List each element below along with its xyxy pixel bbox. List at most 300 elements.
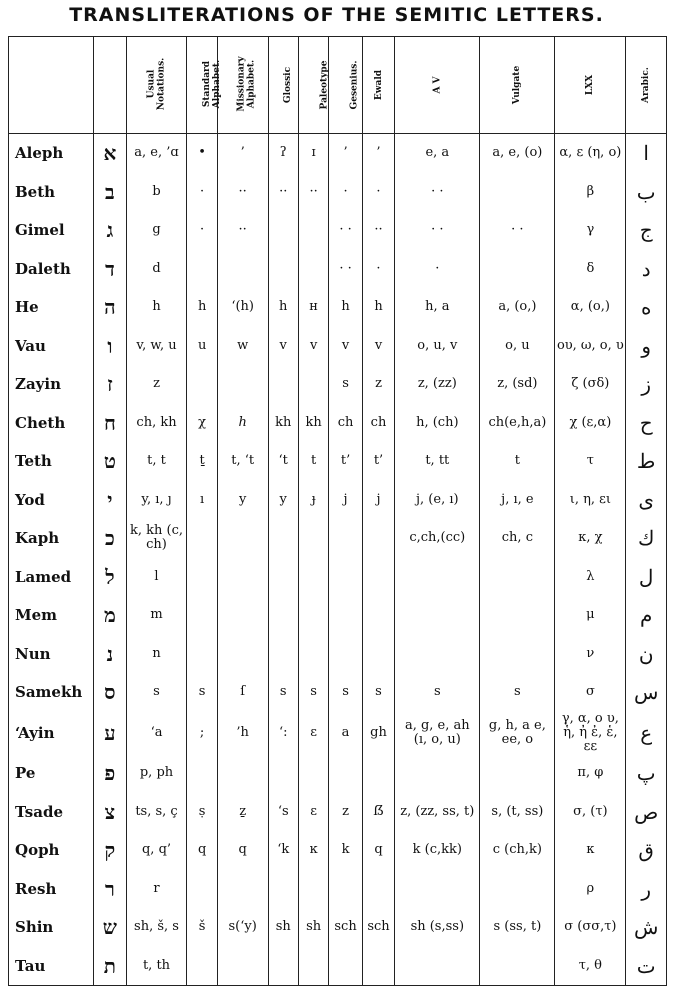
cell-usual: ts, s, ç <box>126 792 187 830</box>
cell-usual: q, q’ <box>126 831 187 869</box>
cell-arabic: ش <box>626 908 667 946</box>
cell-hebrew: ב <box>94 173 126 211</box>
header-ewald: Ewald <box>362 37 394 134</box>
cell-palaeotype: ɛ <box>298 792 328 830</box>
cell-name: Lamed <box>9 557 94 595</box>
cell-av: e, a <box>395 134 480 173</box>
cell-lxx: δ <box>555 249 626 287</box>
header-av: A V <box>395 37 480 134</box>
cell-glossic: v <box>268 326 298 364</box>
cell-ewald: · <box>362 173 394 211</box>
cell-arabic: م <box>626 596 667 634</box>
table-row <box>9 442 667 480</box>
cell-missionary: ‘(h) <box>217 288 268 326</box>
cell-usual: ‘a <box>126 711 187 754</box>
cell-av <box>395 596 480 634</box>
cell-ewald: q <box>362 831 394 869</box>
cell-usual: ch, kh <box>126 403 187 441</box>
cell-glossic <box>268 557 298 595</box>
cell-av <box>395 557 480 595</box>
cell-ewald: sch <box>362 908 394 946</box>
cell-hebrew: פ <box>94 754 126 792</box>
cell-arabic: ت <box>626 946 667 985</box>
cell-av: t, tt <box>395 442 480 480</box>
cell-palaeotype: kh <box>298 403 328 441</box>
cell-av: · <box>395 249 480 287</box>
cell-standard: š <box>187 908 217 946</box>
cell-palaeotype <box>298 211 328 249</box>
cell-name: Mem <box>9 596 94 634</box>
cell-ewald: h <box>362 288 394 326</box>
cell-glossic <box>268 249 298 287</box>
cell-arabic: ى <box>626 480 667 518</box>
cell-glossic: h <box>268 288 298 326</box>
cell-missionary: ·· <box>217 173 268 211</box>
table-row <box>9 673 667 711</box>
cell-missionary <box>217 557 268 595</box>
cell-av: z, (zz, ss, t) <box>395 792 480 830</box>
cell-usual: b <box>126 173 187 211</box>
cell-vulgate: s <box>480 673 555 711</box>
cell-vulgate: s (ss, t) <box>480 908 555 946</box>
cell-standard <box>187 634 217 672</box>
cell-hebrew: ל <box>94 557 126 595</box>
cell-standard: • <box>187 134 217 173</box>
cell-vulgate <box>480 173 555 211</box>
table-row <box>9 869 667 907</box>
cell-standard <box>187 249 217 287</box>
cell-hebrew: ט <box>94 442 126 480</box>
cell-arabic: ن <box>626 634 667 672</box>
cell-vulgate: · · <box>480 211 555 249</box>
cell-standard: χ <box>187 403 217 441</box>
cell-palaeotype <box>298 596 328 634</box>
cell-glossic: y <box>268 480 298 518</box>
cell-lxx: ου, ω, ο, υ <box>555 326 626 364</box>
cell-usual: h <box>126 288 187 326</box>
table-row <box>9 288 667 326</box>
cell-standard: · <box>187 173 217 211</box>
cell-name: Kaph <box>9 519 94 557</box>
cell-missionary: ’h <box>217 711 268 754</box>
cell-hebrew: ו <box>94 326 126 364</box>
table-row <box>9 134 667 173</box>
cell-usual: v, w, u <box>126 326 187 364</box>
cell-glossic: ·· <box>268 173 298 211</box>
cell-standard: u <box>187 326 217 364</box>
cell-av: · · <box>395 211 480 249</box>
header-hebrew <box>94 37 126 134</box>
cell-standard <box>187 557 217 595</box>
header-row <box>9 37 667 134</box>
cell-vulgate <box>480 946 555 985</box>
cell-gesenius: s <box>329 673 362 711</box>
cell-usual: r <box>126 869 187 907</box>
cell-av: s <box>395 673 480 711</box>
cell-arabic: ه <box>626 288 667 326</box>
header-missionary: Missionary Alphabet. <box>217 37 268 134</box>
header-glossic: Glossic <box>268 37 298 134</box>
cell-missionary <box>217 946 268 985</box>
cell-name: Gimel <box>9 211 94 249</box>
cell-lxx: γ <box>555 211 626 249</box>
cell-usual: d <box>126 249 187 287</box>
cell-missionary: q <box>217 831 268 869</box>
cell-name: ‘Ayin <box>9 711 94 754</box>
cell-hebrew: ד <box>94 249 126 287</box>
cell-hebrew: ש <box>94 908 126 946</box>
cell-palaeotype: ɛ <box>298 711 328 754</box>
cell-standard: ; <box>187 711 217 754</box>
cell-vulgate: ch, c <box>480 519 555 557</box>
cell-lxx: β <box>555 173 626 211</box>
cell-vulgate: ch(e,h,a) <box>480 403 555 441</box>
cell-gesenius <box>329 946 362 985</box>
table-row <box>9 946 667 985</box>
cell-arabic: پ <box>626 754 667 792</box>
cell-gesenius: · <box>329 173 362 211</box>
cell-arabic: ق <box>626 831 667 869</box>
cell-arabic: ب <box>626 173 667 211</box>
cell-palaeotype: v <box>298 326 328 364</box>
cell-av: k (c,kk) <box>395 831 480 869</box>
cell-hebrew: נ <box>94 634 126 672</box>
cell-glossic: ‘: <box>268 711 298 754</box>
table-row <box>9 365 667 403</box>
cell-arabic: ص <box>626 792 667 830</box>
cell-vulgate <box>480 869 555 907</box>
cell-vulgate <box>480 557 555 595</box>
cell-name: Daleth <box>9 249 94 287</box>
header-name <box>9 37 94 134</box>
cell-missionary: y <box>217 480 268 518</box>
cell-gesenius <box>329 869 362 907</box>
cell-lxx: λ <box>555 557 626 595</box>
cell-name: Vau <box>9 326 94 364</box>
cell-vulgate <box>480 596 555 634</box>
cell-name: Yod <box>9 480 94 518</box>
cell-gesenius <box>329 596 362 634</box>
table-row <box>9 831 667 869</box>
cell-missionary: ẕ <box>217 792 268 830</box>
cell-gesenius: k <box>329 831 362 869</box>
cell-gesenius: z <box>329 792 362 830</box>
header-vulgate: Vulgate <box>480 37 555 134</box>
cell-name: Qoph <box>9 831 94 869</box>
cell-av <box>395 869 480 907</box>
cell-name: Aleph <box>9 134 94 173</box>
cell-standard <box>187 596 217 634</box>
cell-glossic <box>268 754 298 792</box>
cell-ewald <box>362 946 394 985</box>
cell-arabic: ج <box>626 211 667 249</box>
cell-arabic: ح <box>626 403 667 441</box>
cell-usual: s <box>126 673 187 711</box>
cell-gesenius: · · <box>329 249 362 287</box>
cell-lxx: σ <box>555 673 626 711</box>
header-standard: Standard Alphabet. <box>187 37 217 134</box>
table-row <box>9 480 667 518</box>
cell-missionary <box>217 249 268 287</box>
cell-av: h, (ch) <box>395 403 480 441</box>
cell-standard: ı <box>187 480 217 518</box>
cell-glossic: ‘s <box>268 792 298 830</box>
cell-gesenius: j <box>329 480 362 518</box>
page-title: TRANSLITERATIONS OF THE SEMITIC LETTERS. <box>69 4 604 26</box>
cell-missionary <box>217 754 268 792</box>
cell-gesenius: ’ <box>329 134 362 173</box>
table-row <box>9 634 667 672</box>
cell-palaeotype <box>298 557 328 595</box>
cell-missionary: s(‘y) <box>217 908 268 946</box>
cell-ewald: z <box>362 365 394 403</box>
cell-name: Resh <box>9 869 94 907</box>
cell-gesenius: a <box>329 711 362 754</box>
cell-palaeotype: ʜ <box>298 288 328 326</box>
cell-lxx: γ, α, ο υ, ἡ, ἠ ἐ, ἑ, εε <box>555 711 626 754</box>
cell-name: Pe <box>9 754 94 792</box>
cell-ewald: · <box>362 249 394 287</box>
cell-gesenius: sch <box>329 908 362 946</box>
cell-ewald <box>362 634 394 672</box>
cell-glossic: s <box>268 673 298 711</box>
cell-name: Samekh <box>9 673 94 711</box>
cell-ewald <box>362 557 394 595</box>
cell-gesenius <box>329 519 362 557</box>
cell-usual: k, kh (c, ch) <box>126 519 187 557</box>
cell-palaeotype <box>298 869 328 907</box>
cell-lxx: μ <box>555 596 626 634</box>
cell-ewald: v <box>362 326 394 364</box>
cell-usual: sh, š, s <box>126 908 187 946</box>
cell-ewald <box>362 754 394 792</box>
cell-name: Shin <box>9 908 94 946</box>
cell-usual: m <box>126 596 187 634</box>
cell-usual: p, ph <box>126 754 187 792</box>
cell-glossic <box>268 869 298 907</box>
cell-av: · · <box>395 173 480 211</box>
table-row <box>9 557 667 595</box>
cell-usual: l <box>126 557 187 595</box>
cell-hebrew: ז <box>94 365 126 403</box>
cell-arabic: ز <box>626 365 667 403</box>
cell-vulgate: c (ch,k) <box>480 831 555 869</box>
cell-av <box>395 754 480 792</box>
cell-standard <box>187 365 217 403</box>
cell-usual: z <box>126 365 187 403</box>
table-row <box>9 519 667 557</box>
cell-hebrew: י <box>94 480 126 518</box>
cell-av: c,ch,(cc) <box>395 519 480 557</box>
header-gesenius: Gesenius. <box>329 37 362 134</box>
table-row <box>9 908 667 946</box>
cell-lxx: τ, θ <box>555 946 626 985</box>
table-row <box>9 754 667 792</box>
cell-palaeotype: t <box>298 442 328 480</box>
cell-av: h, a <box>395 288 480 326</box>
cell-hebrew: ג <box>94 211 126 249</box>
cell-palaeotype <box>298 634 328 672</box>
cell-gesenius: s <box>329 365 362 403</box>
cell-gesenius <box>329 754 362 792</box>
cell-palaeotype <box>298 519 328 557</box>
cell-lxx: χ (ε,α) <box>555 403 626 441</box>
cell-palaeotype <box>298 365 328 403</box>
cell-missionary <box>217 519 268 557</box>
cell-arabic: و <box>626 326 667 364</box>
cell-gesenius <box>329 557 362 595</box>
cell-hebrew: א <box>94 134 126 173</box>
cell-vulgate <box>480 249 555 287</box>
cell-lxx: ν <box>555 634 626 672</box>
table-row <box>9 596 667 634</box>
cell-hebrew: ק <box>94 831 126 869</box>
cell-arabic: ع <box>626 711 667 754</box>
cell-arabic: ك <box>626 519 667 557</box>
cell-palaeotype: ɟ <box>298 480 328 518</box>
cell-palaeotype: ɪ <box>298 134 328 173</box>
cell-ewald: ch <box>362 403 394 441</box>
cell-av: sh (s,ss) <box>395 908 480 946</box>
header-palaeotype: Paleotype <box>298 37 328 134</box>
cell-gesenius: · · <box>329 211 362 249</box>
cell-vulgate: a, e, (o) <box>480 134 555 173</box>
cell-standard <box>187 946 217 985</box>
cell-name: Cheth <box>9 403 94 441</box>
cell-hebrew: מ <box>94 596 126 634</box>
cell-av <box>395 946 480 985</box>
cell-palaeotype: s <box>298 673 328 711</box>
cell-lxx: κ <box>555 831 626 869</box>
cell-missionary <box>217 596 268 634</box>
cell-lxx: κ, χ <box>555 519 626 557</box>
cell-standard: h <box>187 288 217 326</box>
cell-usual: y, ı, ȷ <box>126 480 187 518</box>
header-usual: Usual Notations. <box>126 37 187 134</box>
cell-vulgate: j, ı, e <box>480 480 555 518</box>
cell-arabic: ر <box>626 869 667 907</box>
table-row <box>9 403 667 441</box>
cell-arabic: د <box>626 249 667 287</box>
cell-missionary: t, ‘t <box>217 442 268 480</box>
cell-ewald: t’ <box>362 442 394 480</box>
cell-vulgate: a, (o,) <box>480 288 555 326</box>
header-lxx: LXX <box>555 37 626 134</box>
cell-arabic: ط <box>626 442 667 480</box>
cell-glossic: ‘t <box>268 442 298 480</box>
cell-av: o, u, v <box>395 326 480 364</box>
cell-gesenius: v <box>329 326 362 364</box>
cell-palaeotype: ĸ <box>298 831 328 869</box>
cell-glossic <box>268 946 298 985</box>
cell-vulgate: g, h, a e, ee, o <box>480 711 555 754</box>
cell-standard: ṯ <box>187 442 217 480</box>
cell-usual: t, t <box>126 442 187 480</box>
cell-hebrew: ס <box>94 673 126 711</box>
cell-missionary: ’ <box>217 134 268 173</box>
cell-glossic <box>268 596 298 634</box>
cell-arabic: ا <box>626 134 667 173</box>
cell-standard: ṣ <box>187 792 217 830</box>
header-arabic: Arabic. <box>626 37 667 134</box>
cell-lxx: ι, η, ει <box>555 480 626 518</box>
cell-lxx: α, (ο,) <box>555 288 626 326</box>
cell-hebrew: ה <box>94 288 126 326</box>
cell-hebrew: ח <box>94 403 126 441</box>
cell-ewald <box>362 869 394 907</box>
cell-palaeotype <box>298 754 328 792</box>
cell-glossic: ‘k <box>268 831 298 869</box>
cell-lxx: σ, (τ) <box>555 792 626 830</box>
cell-vulgate: z, (sd) <box>480 365 555 403</box>
cell-standard <box>187 869 217 907</box>
cell-lxx: α, ε (η, ο) <box>555 134 626 173</box>
cell-arabic: س <box>626 673 667 711</box>
cell-lxx: π, φ <box>555 754 626 792</box>
cell-hebrew: ר <box>94 869 126 907</box>
table-row <box>9 792 667 830</box>
transliteration-table <box>8 36 667 986</box>
cell-hebrew: כ <box>94 519 126 557</box>
cell-hebrew: ע <box>94 711 126 754</box>
cell-lxx: τ <box>555 442 626 480</box>
cell-hebrew: ת <box>94 946 126 985</box>
cell-missionary <box>217 869 268 907</box>
cell-gesenius: t’ <box>329 442 362 480</box>
cell-ewald: s <box>362 673 394 711</box>
cell-missionary <box>217 365 268 403</box>
cell-gesenius: h <box>329 288 362 326</box>
cell-glossic <box>268 634 298 672</box>
cell-name: Nun <box>9 634 94 672</box>
table-row <box>9 711 667 754</box>
cell-lxx: σ (σσ,τ) <box>555 908 626 946</box>
cell-standard: s <box>187 673 217 711</box>
cell-ewald: ·· <box>362 211 394 249</box>
cell-glossic: ʔ <box>268 134 298 173</box>
cell-vulgate <box>480 754 555 792</box>
cell-name: Tsade <box>9 792 94 830</box>
cell-usual: t, th <box>126 946 187 985</box>
cell-gesenius <box>329 634 362 672</box>
cell-lxx: ρ <box>555 869 626 907</box>
cell-usual: g <box>126 211 187 249</box>
cell-hebrew: צ <box>94 792 126 830</box>
cell-standard <box>187 519 217 557</box>
cell-vulgate: t <box>480 442 555 480</box>
cell-glossic <box>268 365 298 403</box>
cell-lxx: ζ (σδ) <box>555 365 626 403</box>
cell-ewald: gh <box>362 711 394 754</box>
cell-name: He <box>9 288 94 326</box>
table-row <box>9 173 667 211</box>
cell-palaeotype: sh <box>298 908 328 946</box>
cell-av: a, g, e, ah (ı, o, u) <box>395 711 480 754</box>
cell-usual: n <box>126 634 187 672</box>
cell-gesenius: ch <box>329 403 362 441</box>
cell-palaeotype <box>298 249 328 287</box>
cell-name: Beth <box>9 173 94 211</box>
cell-standard: q <box>187 831 217 869</box>
cell-ewald: ẞ <box>362 792 394 830</box>
cell-ewald <box>362 519 394 557</box>
table-row <box>9 249 667 287</box>
cell-missionary: ℎ <box>217 403 268 441</box>
cell-name: Zayin <box>9 365 94 403</box>
cell-av: j, (e, ı) <box>395 480 480 518</box>
cell-ewald: j <box>362 480 394 518</box>
cell-missionary: w <box>217 326 268 364</box>
